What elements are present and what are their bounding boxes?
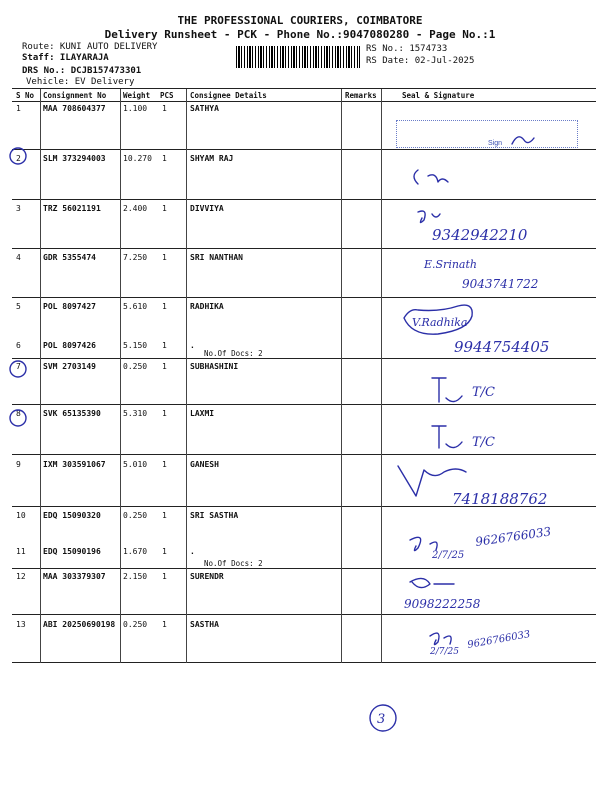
cell-pcs: 1 bbox=[162, 154, 167, 163]
cell-weight: 10.270 bbox=[123, 154, 152, 163]
handwritten-phone: 9043741722 bbox=[462, 277, 539, 291]
cell-consignment: TRZ 56021191 bbox=[43, 204, 101, 213]
handwritten-date: 2/7/25 bbox=[430, 647, 459, 657]
column-divider bbox=[341, 89, 342, 663]
handwritten-phone: 9944754405 bbox=[454, 338, 550, 356]
table-header-border bbox=[12, 101, 596, 102]
barcode bbox=[236, 46, 360, 68]
cell-weight: 2.150 bbox=[123, 572, 148, 581]
cell-consignee: . bbox=[190, 341, 195, 350]
cell-pcs: 1 bbox=[162, 362, 167, 371]
table-top-border bbox=[12, 88, 596, 89]
column-divider bbox=[381, 89, 382, 663]
row-divider bbox=[12, 568, 596, 569]
cell-pcs: 1 bbox=[162, 253, 167, 262]
doc-count-note: No.Of Docs: 2 bbox=[204, 559, 263, 568]
col-header-pcs: PCS bbox=[160, 91, 174, 100]
cell-pcs: 1 bbox=[162, 547, 167, 556]
cell-consignee: SURENDR bbox=[190, 572, 224, 581]
cell-consignee: SRI NANTHAN bbox=[190, 253, 243, 262]
cell-weight: 1.670 bbox=[123, 547, 148, 556]
row-divider bbox=[12, 614, 596, 615]
staff-label: Staff: ILAYARAJA bbox=[22, 53, 109, 63]
column-divider bbox=[186, 89, 187, 663]
row-divider bbox=[12, 506, 596, 507]
cell-consignment: IXM 303591067 bbox=[43, 460, 106, 469]
cell-consignee: DIVVIYA bbox=[190, 204, 224, 213]
cell-consignee: SATHYA bbox=[190, 104, 219, 113]
handwritten-phone: 9342942210 bbox=[432, 226, 528, 244]
signature-row-13 bbox=[430, 633, 451, 644]
cell-weight: 5.310 bbox=[123, 409, 148, 418]
cell-sno: 3 bbox=[16, 204, 21, 213]
cell-consignee: . bbox=[190, 547, 195, 556]
cell-consignment: MAA 708604377 bbox=[43, 104, 106, 113]
row-divider bbox=[12, 404, 596, 405]
cell-consignment: ABI 20250690198 bbox=[43, 620, 116, 629]
cell-consignee: RADHIKA bbox=[190, 302, 224, 311]
cell-weight: 0.250 bbox=[123, 620, 148, 629]
cell-sno: 4 bbox=[16, 253, 21, 262]
handwritten-mark: T/C bbox=[472, 385, 495, 400]
cell-pcs: 1 bbox=[162, 341, 167, 350]
handwritten-date: 2/7/25 bbox=[432, 550, 465, 561]
rs-number: RS No.: 1574733 bbox=[366, 44, 448, 54]
cell-weight: 2.400 bbox=[123, 204, 148, 213]
col-header-weight: Weight bbox=[123, 91, 151, 100]
cell-weight: 7.250 bbox=[123, 253, 148, 262]
cell-weight: 5.610 bbox=[123, 302, 148, 311]
vehicle-label: Vehicle: EV Delivery bbox=[26, 77, 135, 87]
doc-count-note: No.Of Docs: 2 bbox=[204, 349, 263, 358]
row-divider bbox=[12, 149, 596, 150]
cell-sno: 13 bbox=[16, 620, 26, 629]
cell-pcs: 1 bbox=[162, 104, 167, 113]
cell-pcs: 1 bbox=[162, 572, 167, 581]
row-divider bbox=[12, 199, 596, 200]
sign-stamp-label: Sign bbox=[488, 140, 503, 147]
page-circle-number: 3 bbox=[377, 712, 386, 727]
cell-sno: 2 bbox=[16, 154, 21, 163]
cell-consignee: SASTHA bbox=[190, 620, 219, 629]
cell-weight: 0.250 bbox=[123, 362, 148, 371]
page-circle bbox=[370, 705, 396, 731]
cell-weight: 1.100 bbox=[123, 104, 148, 113]
signature-row-12 bbox=[410, 578, 454, 587]
row-divider bbox=[12, 297, 596, 298]
cell-consignment: MAA 303379307 bbox=[43, 572, 106, 581]
cell-consignment: SLM 373294003 bbox=[43, 154, 106, 163]
cell-consignee: SUBHASHINI bbox=[190, 362, 239, 371]
cell-consignee: SRI SASTHA bbox=[190, 511, 239, 520]
signature-row-5-loop bbox=[404, 305, 472, 334]
cell-consignment: GDR 5355474 bbox=[43, 253, 96, 262]
table-bottom-border bbox=[12, 662, 596, 663]
cell-pcs: 1 bbox=[162, 204, 167, 213]
cell-consignment: POL 8097427 bbox=[43, 302, 96, 311]
cell-weight: 0.250 bbox=[123, 511, 148, 520]
col-header-sno: S No bbox=[16, 91, 35, 100]
col-header-consignee: Consignee Details bbox=[190, 91, 267, 100]
cell-sno: 12 bbox=[16, 572, 26, 581]
company-title: THE PROFESSIONAL COURIERS, COIMBATORE bbox=[177, 14, 423, 27]
cell-consignment: EDQ 15090320 bbox=[43, 511, 101, 520]
signature-row-10 bbox=[410, 537, 437, 550]
cell-consignment: EDQ 15090196 bbox=[43, 547, 101, 556]
cell-sno: 1 bbox=[16, 104, 21, 113]
handwritten-phone: 7418188762 bbox=[452, 490, 548, 508]
handwritten-name: V.Radhika bbox=[412, 316, 468, 329]
cell-consignment: POL 8097426 bbox=[43, 341, 96, 350]
col-header-signature: Seal & Signature bbox=[402, 91, 475, 100]
cell-weight: 5.150 bbox=[123, 341, 148, 350]
signature-row-3 bbox=[418, 211, 440, 223]
handwritten-name: E.Srinath bbox=[424, 258, 477, 271]
signature-row-2 bbox=[414, 170, 448, 184]
row-divider bbox=[12, 248, 596, 249]
cell-sno: 9 bbox=[16, 460, 21, 469]
cell-sno: 6 bbox=[16, 341, 21, 350]
cell-sno: 5 bbox=[16, 302, 21, 311]
cell-pcs: 1 bbox=[162, 409, 167, 418]
cell-consignment: SVK 65135390 bbox=[43, 409, 101, 418]
cell-consignee: GANESH bbox=[190, 460, 219, 469]
cell-consignee: LAXMI bbox=[190, 409, 215, 418]
signature-row-7 bbox=[432, 378, 462, 402]
cell-sno: 11 bbox=[16, 547, 26, 556]
drs-number: DRS No.: DCJB157473301 bbox=[22, 66, 142, 76]
column-divider bbox=[120, 89, 121, 663]
cell-pcs: 1 bbox=[162, 620, 167, 629]
column-divider bbox=[40, 89, 41, 663]
signature-row-9 bbox=[398, 466, 466, 496]
cell-weight: 5.010 bbox=[123, 460, 148, 469]
row-divider bbox=[12, 358, 596, 359]
cell-pcs: 1 bbox=[162, 511, 167, 520]
rs-date: RS Date: 02-Jul-2025 bbox=[366, 56, 475, 66]
handwritten-phone: 9626766033 bbox=[466, 629, 532, 651]
route-label: Route: KUNI AUTO DELIVERY bbox=[22, 42, 158, 52]
cell-pcs: 1 bbox=[162, 302, 167, 311]
runsheet-subtitle: Delivery Runsheet - PCK - Phone No.:9047080280 - Page No.:1 bbox=[104, 28, 496, 41]
col-header-consignment: Consignment No bbox=[43, 91, 107, 100]
row-divider bbox=[12, 454, 596, 455]
cell-pcs: 1 bbox=[162, 460, 167, 469]
col-header-remarks: Remarks bbox=[345, 91, 377, 100]
handwritten-phone: 9098222258 bbox=[404, 597, 481, 611]
cell-consignment: SVM 2703149 bbox=[43, 362, 96, 371]
handwritten-mark: T/C bbox=[472, 435, 495, 450]
cell-sno: 8 bbox=[16, 409, 21, 418]
signature-stamp-box bbox=[396, 120, 578, 148]
handwritten-phone: 9626766033 bbox=[474, 524, 553, 549]
cell-sno: 10 bbox=[16, 511, 26, 520]
cell-sno: 7 bbox=[16, 362, 21, 371]
signature-row-8 bbox=[432, 426, 462, 448]
cell-consignee: SHYAM RAJ bbox=[190, 154, 234, 163]
